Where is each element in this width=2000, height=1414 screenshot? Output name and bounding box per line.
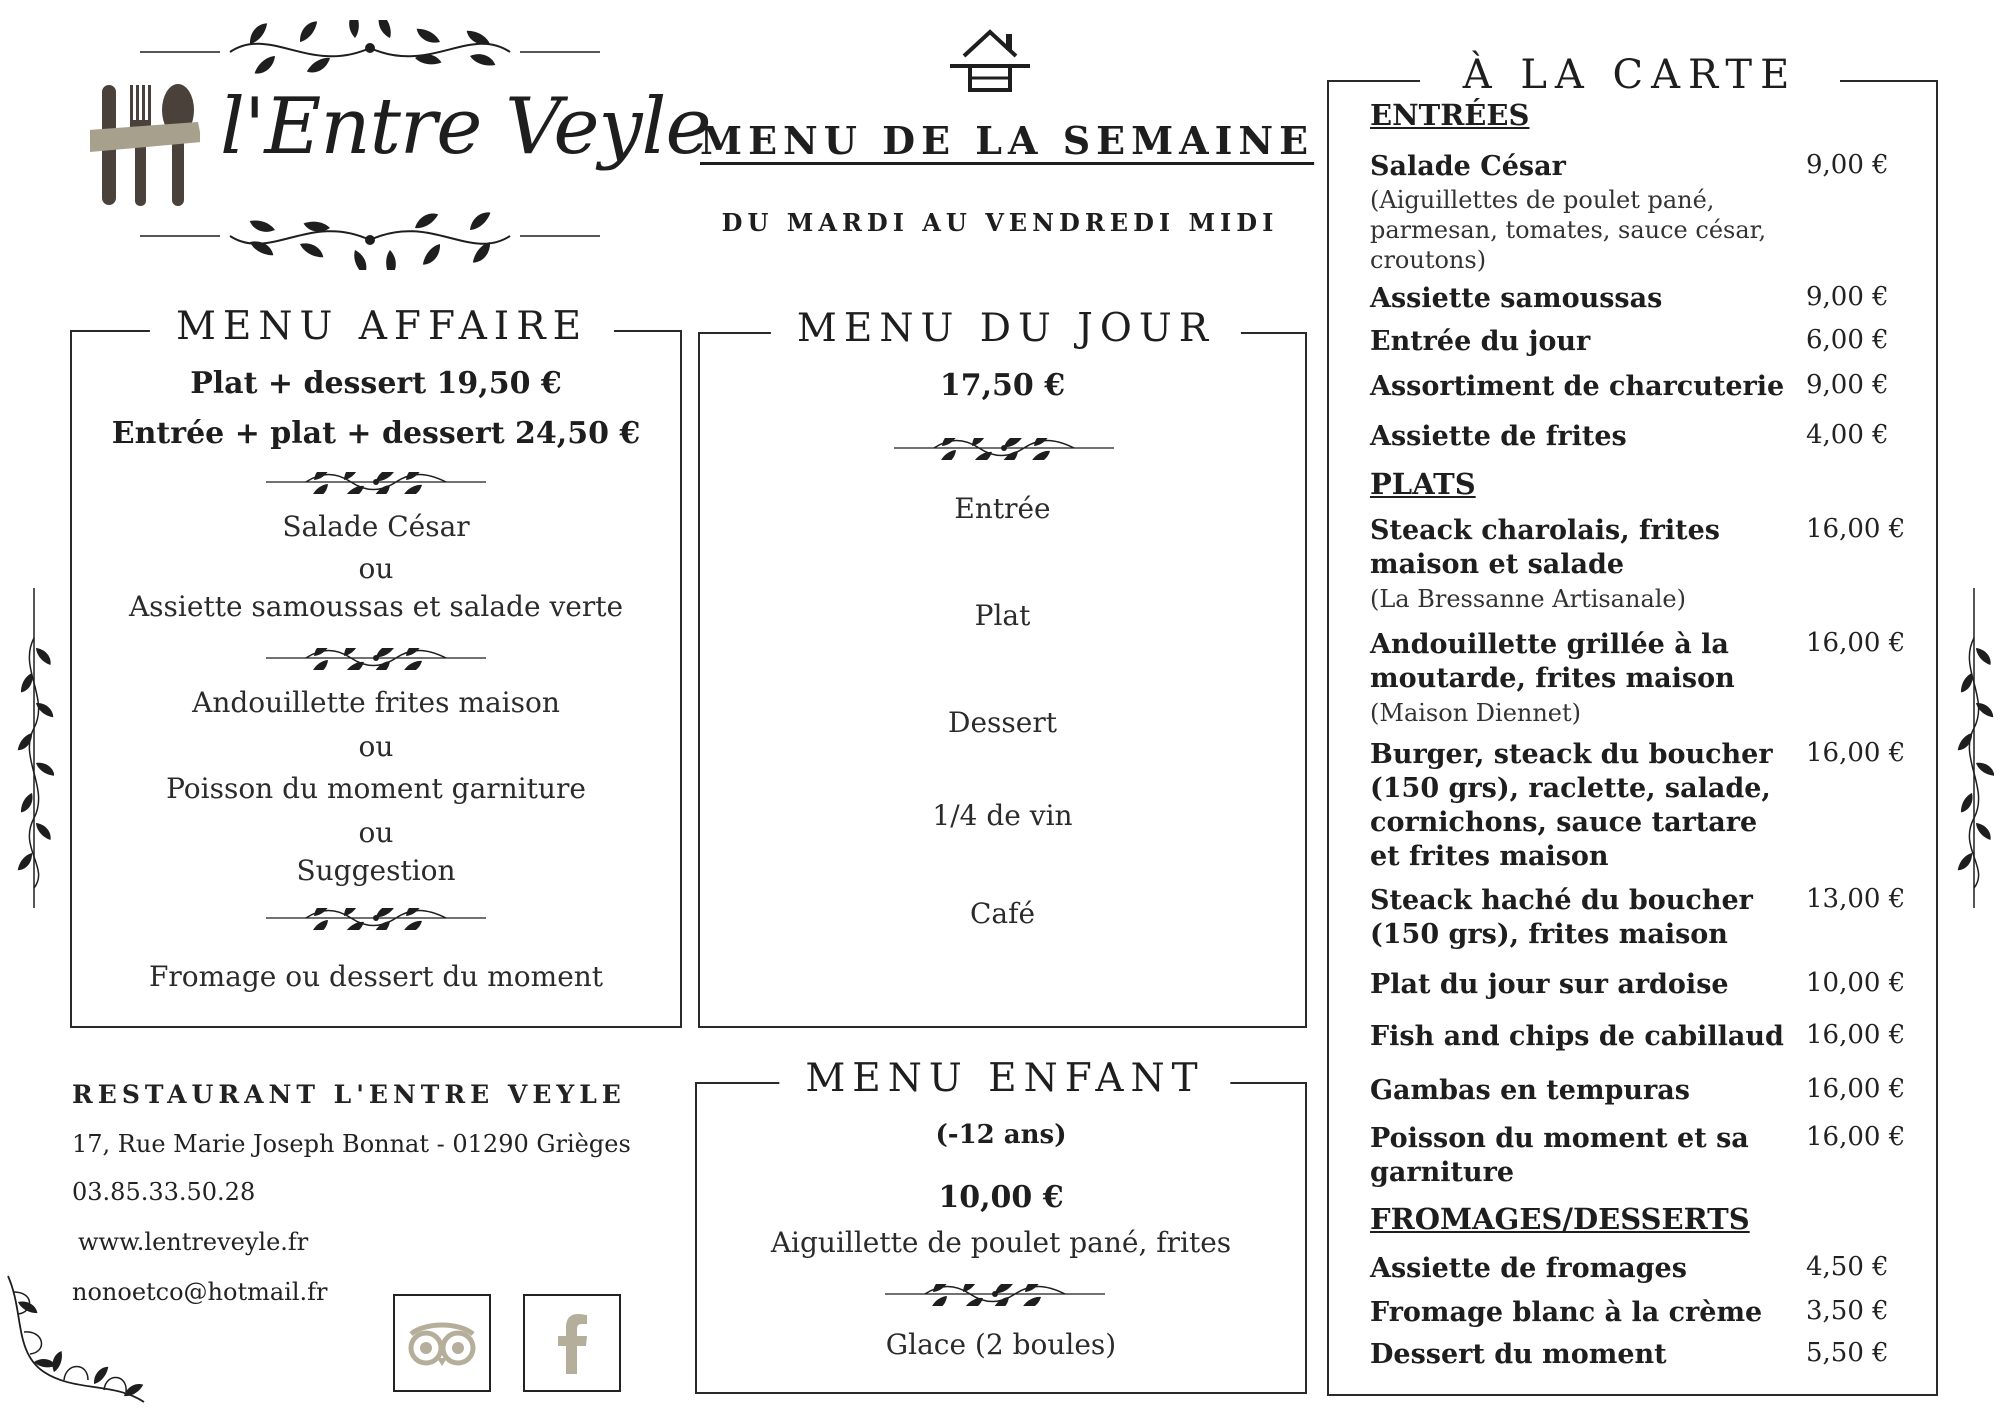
dish-price: 16,00 € xyxy=(1806,1122,1906,1152)
menu-affaire-dessert: Fromage ou dessert du moment xyxy=(148,960,604,993)
menu-du-jour-item: Plat xyxy=(974,599,1031,632)
restaurant-address: 17, Rue Marie Joseph Bonnat - 01290 Grièges xyxy=(72,1130,631,1158)
menu-affaire-or-3: ou xyxy=(358,816,394,849)
menu-du-jour-box xyxy=(698,306,1307,1028)
dish-name: Dessert du moment xyxy=(1370,1339,1667,1370)
dish-price: 9,00 € xyxy=(1806,150,1889,180)
dish-price: 16,00 € xyxy=(1806,1020,1906,1050)
side-vine-left xyxy=(14,588,54,908)
dish-price: 16,00 € xyxy=(1806,514,1906,544)
dish-price: 9,00 € xyxy=(1806,282,1889,312)
menu-du-jour-item: Entrée xyxy=(954,492,1051,525)
menu-affaire-plat-2: Poisson du moment garniture xyxy=(166,772,586,805)
dish-name: Andouillette grillée à la moutarde, frites maison xyxy=(1370,629,1735,694)
dish-name: Salade César xyxy=(1370,151,1566,182)
divider-ornament xyxy=(266,472,488,494)
divider-ornament xyxy=(266,908,488,930)
menu-affaire-plat-3: Suggestion xyxy=(296,854,456,887)
page-title: MENU DE LA SEMAINE xyxy=(700,118,1315,163)
facebook-icon xyxy=(525,1296,619,1390)
a-la-carte-title: À LA CARTE xyxy=(1420,52,1840,98)
dish-price: 3,50 € xyxy=(1806,1296,1889,1326)
dish-price: 4,50 € xyxy=(1806,1252,1889,1282)
logo-ornament-bottom xyxy=(140,210,600,270)
side-vine-right xyxy=(1954,588,1994,908)
tripadvisor-button[interactable] xyxy=(393,1294,491,1392)
menu-enfant-price: 10,00 € xyxy=(938,1180,1064,1215)
logo xyxy=(90,20,711,270)
dish-price: 9,00 € xyxy=(1806,370,1889,400)
dish-note: (Maison Diennet) xyxy=(1370,699,1582,727)
dish-name: Steack charolais, frites maison et salade xyxy=(1370,515,1720,580)
dish-name: Steack haché du boucher (150 grs), frites maison xyxy=(1370,885,1753,950)
menu-du-jour-item: 1/4 de vin xyxy=(932,799,1073,832)
menu-affaire-price-2: Entrée + plat + dessert 24,50 € xyxy=(111,416,641,451)
category-entrees: ENTRÉES xyxy=(1370,98,1530,132)
category-plats: PLATS xyxy=(1370,467,1476,501)
menu-affaire-entree-2: Assiette samoussas et salade verte xyxy=(128,590,624,623)
corner-flourish xyxy=(4,1272,150,1412)
dish-name: Assortiment de charcuterie xyxy=(1370,371,1785,402)
menu-du-jour-price: 17,50 € xyxy=(939,368,1066,403)
dish-name: Fish and chips de cabillaud xyxy=(1370,1021,1784,1052)
dish-note: (Aiguillettes de poulet pané, parmesan, tomates, sauce césar, croutons) xyxy=(1370,186,1767,274)
menu-enfant-main: Aiguillette de poulet pané, frites xyxy=(770,1226,1232,1259)
dish-name: Gambas en tempuras xyxy=(1370,1075,1690,1106)
dish-name: Fromage blanc à la crème xyxy=(1370,1297,1763,1328)
restaurant-email[interactable]: nonoetco@hotmail.fr xyxy=(72,1278,328,1306)
divider-ornament xyxy=(885,1284,1107,1306)
menu-affaire-plat-1: Andouillette frites maison xyxy=(192,686,560,719)
dish-name: Entrée du jour xyxy=(1370,326,1591,357)
dish-price: 4,00 € xyxy=(1806,420,1889,450)
menu-enfant-title: MENU ENFANT xyxy=(779,1056,1230,1101)
page-subtitle: DU MARDI AU VENDREDI MIDI xyxy=(721,208,1279,237)
category-desserts: FROMAGES/DESSERTS xyxy=(1370,1202,1750,1236)
menu-affaire-entree-1: Salade César xyxy=(282,510,470,543)
menu-enfant-age: (-12 ans) xyxy=(935,1120,1067,1150)
house-icon xyxy=(950,26,1030,92)
divider-ornament xyxy=(266,648,488,670)
dish-price: 10,00 € xyxy=(1806,968,1906,998)
menu-affaire-or-1: ou xyxy=(358,552,394,585)
menu-du-jour-title: MENU DU JOUR xyxy=(771,306,1241,351)
dish-name: Assiette de frites xyxy=(1370,421,1627,452)
facebook-button[interactable] xyxy=(523,1294,621,1392)
menu-du-jour-item: Dessert xyxy=(948,706,1057,739)
menu-affaire-price-1: Plat + dessert 19,50 € xyxy=(190,366,562,401)
dish-price: 16,00 € xyxy=(1806,738,1906,768)
dish-note: (La Bressanne Artisanale) xyxy=(1370,585,1686,613)
menu-enfant-box xyxy=(695,1056,1307,1394)
dish-price: 5,50 € xyxy=(1806,1338,1889,1368)
menu-enfant-dessert: Glace (2 boules) xyxy=(885,1328,1117,1361)
dish-name: Assiette de fromages xyxy=(1370,1253,1687,1284)
restaurant-phone: 03.85.33.50.28 xyxy=(72,1178,256,1206)
logo-text: l'Entre Veyle xyxy=(220,82,711,172)
dish-price: 16,00 € xyxy=(1806,628,1906,658)
divider-ornament xyxy=(894,438,1116,460)
dish-price: 13,00 € xyxy=(1806,884,1906,914)
restaurant-website[interactable]: www.lentreveyle.fr xyxy=(78,1228,309,1256)
dish-name: Assiette samoussas xyxy=(1370,283,1663,314)
logo-ornament-top xyxy=(140,20,600,80)
menu-affaire-title: MENU AFFAIRE xyxy=(150,304,614,349)
dish-name: Burger, steack du boucher (150 grs), raclette, salade, cornichons, sauce tartare et frites maison xyxy=(1370,739,1773,872)
cutlery-icon xyxy=(90,80,200,210)
tripadvisor-owl-icon xyxy=(395,1296,489,1390)
menu-affaire-or-2: ou xyxy=(358,730,394,763)
dish-name: Plat du jour sur ardoise xyxy=(1370,969,1729,1000)
dish-name: Poisson du moment et sa garniture xyxy=(1370,1123,1749,1188)
menu-affaire-box xyxy=(70,304,682,1028)
menu-du-jour-item: Café xyxy=(969,897,1036,930)
dish-price: 6,00 € xyxy=(1806,325,1889,355)
restaurant-name: RESTAURANT L'ENTRE VEYLE xyxy=(72,1080,626,1109)
dish-price: 16,00 € xyxy=(1806,1074,1906,1104)
